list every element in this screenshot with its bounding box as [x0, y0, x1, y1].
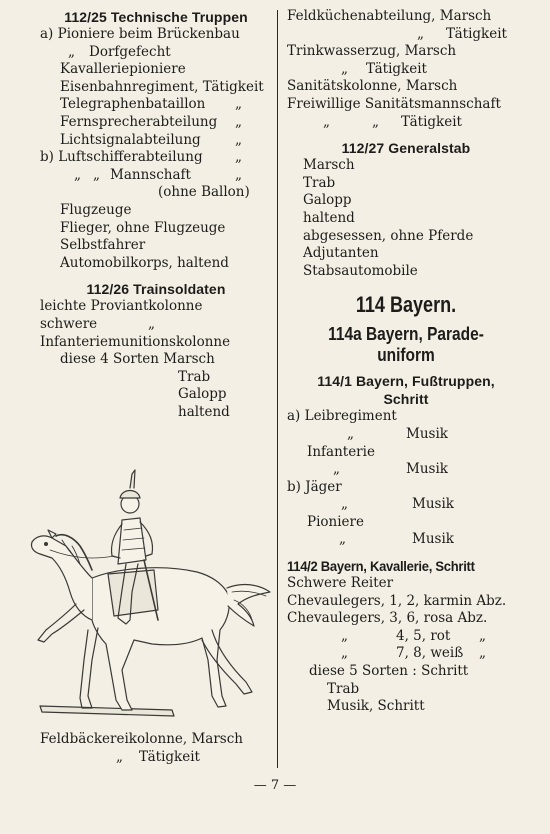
entry-feldkuechenabteilung: Feldküchenabteilung, Marsch [287, 8, 492, 24]
section-heading-112-27: 112/27 Generalstab [341, 140, 471, 157]
entry-bayern-trab: Trab [327, 680, 360, 697]
entry-musik-schritt: Musik, Schritt [327, 698, 425, 715]
entry-feldbaeckereikolonne-taetigkeit: „ Tätigkeit [116, 748, 200, 765]
entry-feldbaeckereikolonne: Feldbäckereikolonne, Marsch [40, 731, 243, 747]
entry-pioniere-bayern: Pioniere [307, 513, 364, 530]
column-divider [277, 10, 278, 768]
entry-infanterie-musik: „ Musik [333, 461, 448, 478]
entry-fernsprecherabteilung: Fernsprecherabteilung „ [60, 113, 242, 130]
entry-gs-abgesessen: abgesessen, ohne Pferde [303, 227, 474, 244]
section-heading-114a-line1: 114a Bayern, Parade- [328, 324, 484, 345]
entry-haltend: haltend [178, 403, 230, 420]
entry-galopp: Galopp [178, 386, 227, 403]
entry-trab: Trab [178, 368, 211, 385]
entry-flieger: Flieger, ohne Flugzeuge [60, 219, 226, 236]
entry-mannschaft: „ „ Mannschaft „ [74, 166, 242, 183]
section-heading-114-2: 114/2 Bayern, Kavallerie, Schritt [287, 558, 475, 575]
entry-automobilkorps: Automobilkorps, haltend [60, 254, 229, 271]
entry-lichtsignalabteilung: Lichtsignalabteilung „ [60, 131, 242, 148]
entry-kavalleriepioniere: Kavalleriepioniere [60, 61, 186, 78]
entry-leibregiment: a) Leibregiment [287, 408, 397, 425]
entry-schwere: schwere „ [40, 315, 155, 332]
horse-rider-illustration [22, 460, 274, 722]
entry-selbstfahrer: Selbstfahrer [60, 237, 146, 254]
entry-gs-galopp: Galopp [303, 192, 352, 209]
section-heading-114a-line2: uniform [377, 345, 435, 366]
entry-chevaulegers-1-2: Chevaulegers, 1, 2, karmin Abz. [287, 592, 507, 609]
left-bottom-entries [40, 731, 272, 766]
entry-jaeger: b) Jäger [287, 478, 342, 495]
entry-gs-haltend: haltend [303, 209, 355, 226]
entry-trinkwasserzug-taetigkeit: „ Tätigkeit [341, 60, 427, 77]
entry-gs-marsch: Marsch [303, 157, 355, 174]
left-column [40, 8, 272, 421]
entry-chevaulegers-3-6: Chevaulegers, 3, 6, rosa Abz. [287, 610, 488, 627]
entry-infanteriemunitionskolonne: Infanteriemunitionskolonne [40, 333, 231, 350]
entry-eisenbahnregiment: Eisenbahnregiment, Tätigkeit [60, 78, 264, 95]
section-heading-114-1-line2: Schritt [383, 391, 429, 408]
entry-freiwillige-sanitaetsmannschaft: Freiwillige Sanitätsmannschaft [287, 95, 501, 112]
entry-telegraphenbataillon: Telegraphenbataillon „ [60, 96, 242, 113]
entry-infanterie: Infanterie [307, 443, 375, 460]
section-heading-114-1-line1: 114/1 Bayern, Fußtruppen, [317, 373, 495, 390]
entry-diese-5-sorten: diese 5 Sorten : Schritt [309, 663, 469, 680]
entry-schwere-reiter: Schwere Reiter [287, 575, 394, 592]
entry-flugzeuge: Flugzeuge [60, 201, 132, 218]
entry-gs-stabsautomobile: Stabsautomobile [303, 262, 418, 279]
right-column [287, 8, 525, 716]
section-heading-112-26: 112/26 Trainsoldaten [86, 281, 226, 298]
entry-diese-4-sorten: diese 4 Sorten Marsch [60, 351, 215, 368]
entry-dorfgefecht: „ Dorfgefecht [68, 43, 171, 60]
entry-ohne-ballon: (ohne Ballon) [158, 184, 250, 201]
entry-pioniere-musik: „ Musik [339, 531, 454, 548]
entry-leibregiment-musik: „ Musik [347, 425, 448, 442]
page-number: — 7 — [253, 778, 297, 793]
entry-feldkuechenabteilung-taetigkeit: „ Tätigkeit [417, 25, 507, 42]
entry-freiwillige-taetigkeit: „ „ Tätigkeit [323, 113, 462, 130]
entry-chevaulegers-7-8: „ 7, 8, weiß „ [341, 645, 486, 662]
entry-trinkwasserzug: Trinkwasserzug, Marsch [287, 43, 457, 60]
entry-luftschifferabteilung: b) Luftschifferabteilung „ [40, 149, 242, 166]
entry-chevaulegers-4-5: „ 4, 5, rot „ [341, 627, 486, 644]
entry-jaeger-musik: „ Musik [341, 496, 454, 513]
entry-gs-adjutanten: Adjutanten [303, 245, 379, 262]
entry-leichte-proviantkolonne: leichte Proviantkolonne [40, 298, 203, 315]
entry-sanitaetskolonne: Sanitätskolonne, Marsch [287, 78, 458, 95]
entry-pioniere: a) Pioniere beim Brückenbau [40, 26, 240, 42]
section-heading-114: 114 Bayern. [355, 292, 457, 318]
section-heading-112-25: 112/25 Technische Truppen [64, 9, 248, 25]
entry-gs-trab: Trab [303, 174, 336, 191]
